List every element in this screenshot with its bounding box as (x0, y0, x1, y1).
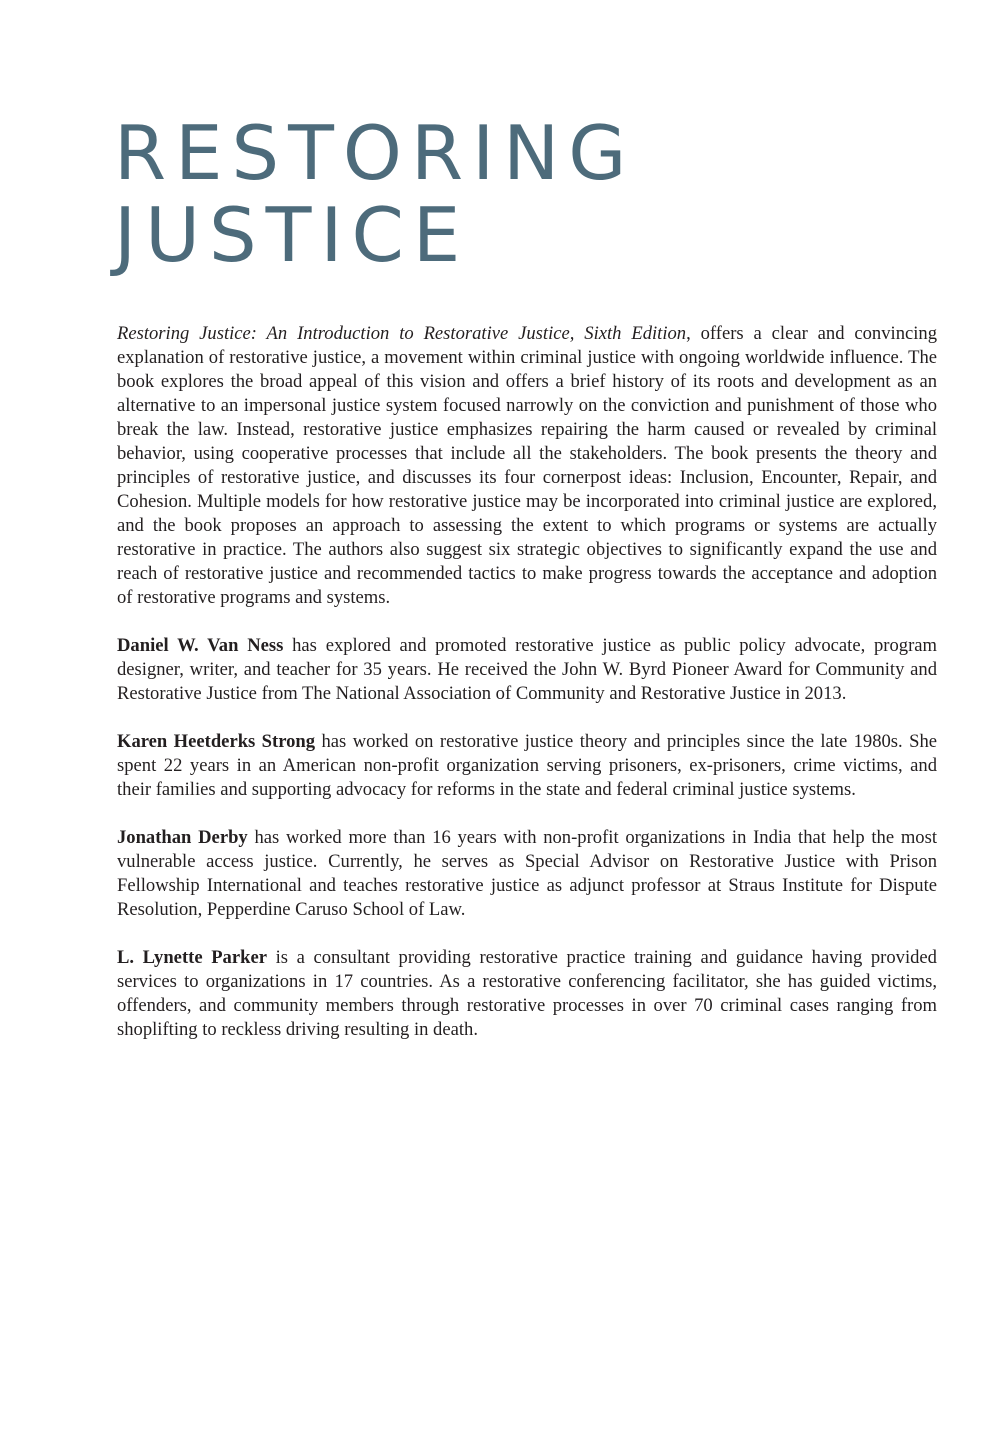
author-bio (117, 946, 937, 1042)
title-line-1: RESTORING (114, 109, 636, 197)
book-description (117, 322, 937, 610)
author-bio-text: is a consultant providing restorative practice training and guidance having provided services to organizations in 17 countries. As a restorative conferencing facilitator, she has guided victims, offenders, and community members through restorative processes in over 70 criminal cases ranging from shoplifting to reckless driving resulting in death. (117, 947, 937, 1040)
author-bio-text: has explored and promoted restorative justice as public policy advocate, program designer, writer, and teacher for 35 years. He received the John W. Byrd Pioneer Award for Community and Restorative Justice from The National Association of Community and Restorative Justice in 2013. (117, 635, 937, 704)
author-bio-text: has worked more than 16 years with non-profit organizations in India that help the most vulnerable access justice. Currently, he serves as Special Advisor on Restorative Justice with Prison Fellowship International and teaches restorative justice as adjunct professor at Straus Institute for Dispute Resolution, Pepperdine Caruso School of Law. (117, 827, 937, 920)
author-name: Jonathan Derby (117, 827, 248, 848)
author-bio-text: has worked on restorative justice theory and principles since the late 1980s. She spent 22 years in an American non-profit organization serving prisoners, ex-prisoners, crime victims, and their families and supporting advocacy for reforms in the state and federal criminal justice systems. (117, 731, 937, 800)
title-line-2: JUSTICE (114, 191, 470, 279)
author-bio (117, 826, 937, 922)
book-title: Restoring Justice: An Introduction to Restorative Justice, Sixth Edition (117, 323, 687, 344)
author-name: Daniel W. Van Ness (117, 635, 284, 656)
author-bio (117, 730, 937, 802)
body-text (117, 322, 937, 1066)
page-title (114, 109, 636, 279)
author-bio (117, 634, 937, 706)
description-text: , offers a clear and convincing explanation of restorative justice, a movement within criminal justice with ongoing worldwide influence. The book explores the broad appeal of this vision and offers a brief history of its roots and development as an alternative to an impersonal justice system focused narrowly on the conviction and punishment of those who break the law. Instead, restorative justice emphasizes repairing the harm caused or revealed by criminal behavior, using cooperative processes that include all the stakeholders. The book presents the theory and principles of restorative justice, and discusses its four cornerpost ideas: Inclusion, Encounter, Repair, and Cohesion. Multiple models for how restorative justice may be incorporated into criminal justice are explored, and the book proposes an approach to assessing the extent to which programs or systems are actually restorative in practice. The authors also suggest six strategic objectives to significantly expand the use and reach of restorative justice and recommended tactics to make progress towards the acceptance and adoption of restorative programs and systems. (117, 323, 937, 608)
author-name: L. Lynette Parker (117, 947, 267, 968)
author-name: Karen Heetderks Strong (117, 731, 316, 752)
